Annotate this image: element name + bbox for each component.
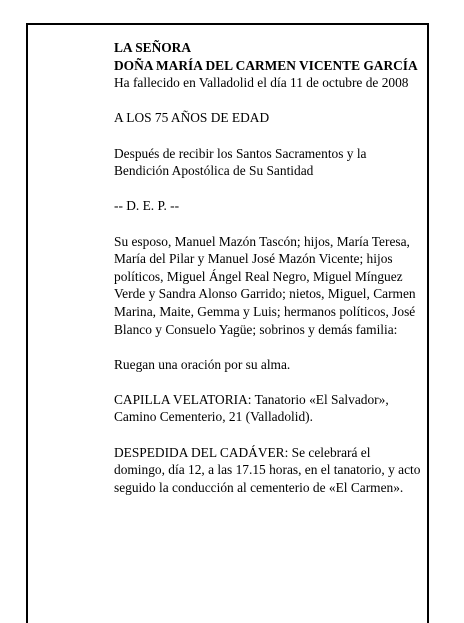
prayer-line: Ruegan una oración por su alma. <box>114 356 291 372</box>
family-paragraph: Su esposo, Manuel Mazón Tascón; hijos, María Teresa, María del Pilar y Manuel José Mazón Vicente; hijos políticos, Miguel Ángel Real Negro, Miguel Mínguez Verde y Sandra Alonso Garrido; nietos, Miguel, Carmen Marina, Maite, Gemma y Luis; hermanos políticos, José Blanco y Consuelo Yagüe; sobrinos y demás familia: <box>114 233 416 337</box>
sacraments-paragraph: Después de recibir los Santos Sacramentos y la Bendición Apostólica de Su Santidad <box>114 145 367 179</box>
obituary-notice <box>114 39 424 514</box>
death-date-line: Ha fallecido en Valladolid el día 11 de octubre de 2008 <box>114 75 409 91</box>
dep-line: -- D. E. P. -- <box>114 198 180 214</box>
deceased-name: DOÑA MARÍA DEL CARMEN VICENTE GARCÍA <box>114 57 418 73</box>
chapel-paragraph: CAPILLA VELATORIA: Tanatorio «El Salvador», Camino Cementerio, 21 (Valladolid). <box>114 391 389 425</box>
title-line-1: LA SEÑORA <box>114 40 192 55</box>
age-line: A LOS 75 AÑOS DE EDAD <box>114 110 270 126</box>
farewell-paragraph: DESPEDIDA DEL CADÁVER: Se celebrará el domingo, día 12, a las 17.15 horas, en el tanatorio, y acto seguido la conducción al cementerio de «El Carmen». <box>114 444 421 495</box>
